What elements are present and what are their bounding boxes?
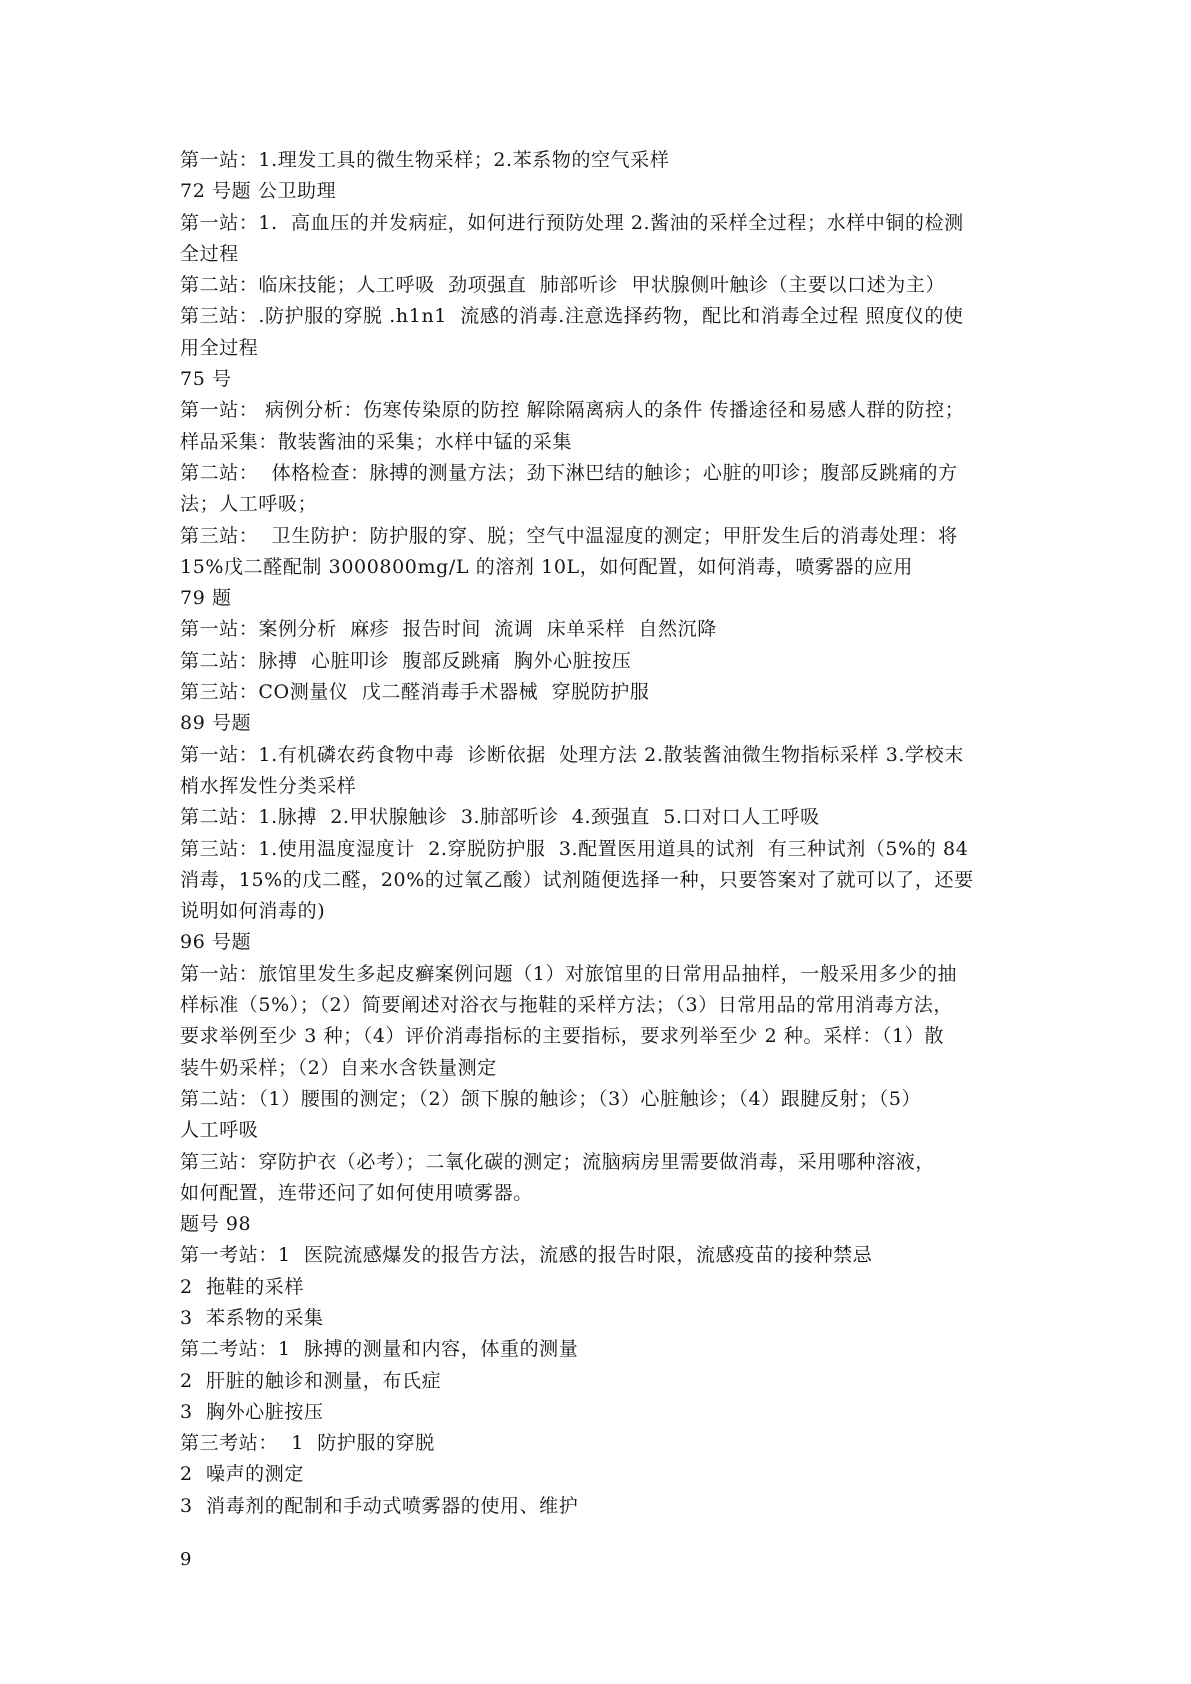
text-line: 第二站：（1）腰围的测定；（2）颌下腺的触诊；（3）心脏触诊；（4）跟腱反射；（5）	[180, 1087, 922, 1110]
text-line: 第一站：1.理发工具的微生物采样；2.苯系物的空气采样	[180, 149, 670, 171]
text-line: 第二考站：1 脉搏的测量和内容，体重的测量	[180, 1338, 579, 1361]
text-line: 第一站：1. 高血压的并发病症，如何进行预防处理 2.酱油的采样全过程；水样中铜的检测	[180, 211, 964, 234]
text-line: 人工呼吸	[180, 1119, 259, 1142]
text-line: 72 号题 公卫助理	[180, 180, 337, 203]
text-line: 第一站：案例分析 麻疹 报告时间 流调 床单采样 自然沉降	[180, 618, 717, 641]
text-line: 第二站：临床技能；人工呼吸 劲项强直 肺部听诊 甲状腺侧叶触诊（主要以口述为主）	[180, 274, 946, 297]
text-line: 第三站：.防护服的穿脱 .h1n1 流感的消毒.注意选择药物，配比和消毒全过程 照度仪的使	[180, 305, 964, 328]
text-line: 要求举例至少 3 种；（4）评价消毒指标的主要指标，要求列举至少 2 种。采样：（1）散	[180, 1025, 944, 1048]
text-line: 第三站：1.使用温度湿度计 2.穿脱防护服 3.配置医用道具的试剂 有三种试剂（5%的 84	[180, 837, 969, 860]
document-body	[180, 145, 1020, 1522]
text-line: 样标准（5%）；（2）简要阐述对浴衣与拖鞋的采样方法；（3）日常用品的常用消毒方法，	[180, 994, 954, 1017]
text-line: 第三站：穿防护衣（必考）；二氧化碳的测定；流脑病房里需要做消毒，采用哪种溶液，	[180, 1150, 935, 1173]
text-line: 2 肝脏的触诊和测量，布氏症	[180, 1369, 442, 1392]
text-line: 题号 98	[180, 1213, 252, 1236]
text-line: 第三站：CO测量仪 戊二醛消毒手术器械 穿脱防护服	[180, 681, 650, 704]
text-line: 第一站：1.有机磷农药食物中毒 诊断依据 处理方法 2.散装酱油微生物指标采样 3.学校末	[180, 743, 964, 766]
text-line: 第一站：旅馆里发生多起皮癣案例问题（1）对旅馆里的日常用品抽样，一般采用多少的抽	[180, 962, 958, 985]
text-line: 15%戊二醛配制 3000800mg/L 的溶剂 10L，如何配置，如何消毒，喷雾器的应用	[180, 555, 913, 578]
text-line: 第二站：1.脉搏 2.甲状腺触诊 3.肺部听诊 4.颈强直 5.口对口人工呼吸	[180, 806, 820, 829]
text-line: 法；人工呼吸；	[180, 493, 318, 516]
text-line: 第一考站：1 医院流感爆发的报告方法，流感的报告时限，流感疫苗的接种禁忌	[180, 1244, 873, 1267]
text-line: 装牛奶采样；（2）自来水含铁量测定	[180, 1056, 497, 1079]
text-line: 第二站：脉搏 心脏叩诊 腹部反跳痛 胸外心脏按压	[180, 649, 632, 672]
text-line: 全过程	[180, 242, 239, 265]
text-line: 79 题	[180, 587, 232, 610]
text-line: 梢水挥发性分类采样	[180, 774, 357, 797]
text-line: 如何配置，连带还问了如何使用喷雾器。	[180, 1181, 533, 1204]
text-line: 75 号	[180, 368, 232, 391]
text-line: 2 拖鞋的采样	[180, 1275, 304, 1298]
text-line: 用全过程	[180, 336, 259, 359]
text-line: 第一站： 病例分析：伤寒传染原的防控 解除隔离病人的条件 传播途径和易感人群的防控；	[180, 399, 965, 422]
text-line: 第二站： 体格检查：脉搏的测量方法；劲下淋巴结的触诊；心脏的叩诊；腹部反跳痛的方	[180, 461, 958, 484]
page-number: 9	[180, 1549, 192, 1570]
text-line: 96 号题	[180, 931, 252, 954]
text-line: 2 噪声的测定	[180, 1463, 304, 1486]
text-line: 样品采集：散装酱油的采集；水样中锰的采集	[180, 430, 573, 453]
text-line: 第三考站： 1 防护服的穿脱	[180, 1432, 435, 1455]
text-line: 消毒，15%的戊二醛，20%的过氧乙酸）试剂随便选择一种，只要答案对了就可以了，还要	[180, 868, 974, 891]
text-line: 3 消毒剂的配制和手动式喷雾器的使用、维护	[180, 1494, 579, 1517]
text-line: 3 苯系物的采集	[180, 1306, 324, 1329]
text-line: 3 胸外心脏按压	[180, 1400, 324, 1423]
text-line: 89 号题	[180, 712, 252, 735]
text-line: 说明如何消毒的)	[180, 900, 326, 923]
text-line: 第三站： 卫生防护：防护服的穿、脱；空气中温湿度的测定；甲肝发生后的消毒处理：将	[180, 524, 958, 547]
